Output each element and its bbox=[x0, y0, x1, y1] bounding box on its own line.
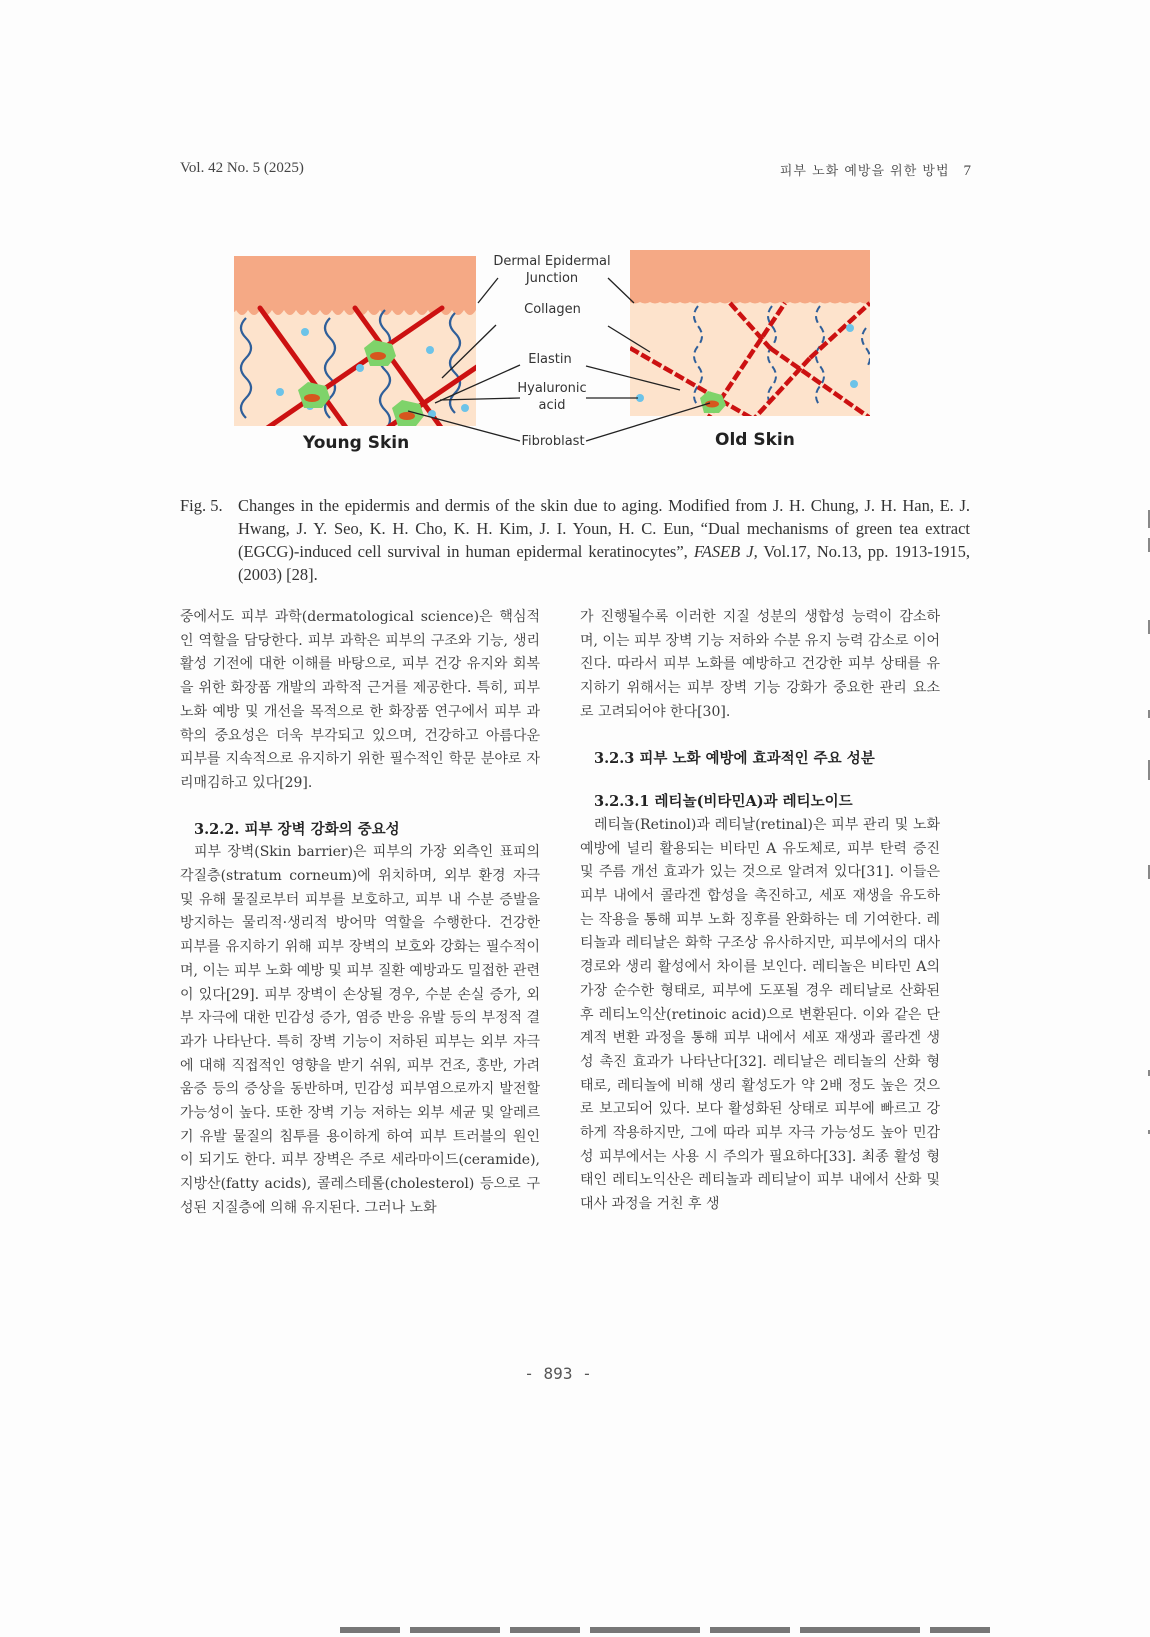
old-skin-title: Old Skin bbox=[715, 430, 795, 450]
old-skin-panel bbox=[630, 250, 870, 423]
right-para-2: 레티놀(Retinol)과 레티날(retinal)은 피부 관리 및 노화 예방에 널리 활용되는 비타민 A 유도체로, 피부 탄력 증진 및 주름 개선 효과가 있는 것으로 알려져 있다[31]. 이들은 피부 내에서 콜라겐 합성을 촉진하고, 세포 재생을 유도하는 작용을 통해 피부 노화 징후를 완화하는 데 기여한다. 레티놀과 레티날은 화학 구조상 유사하지만, 피부에서의 대사 경로와 생리 활성에서 차이를 보인다. 레티놀은 비타민 A의 가장 순수한 형태로, 피부에 도포될 경우 레티날로 산화된 후 레티노익산(retinoic acid)으로 변환된다. 이와 같은 단계적 변환 과정을 통해 피부 내에서 세포 재생과 콜라겐 생성 촉진 효과가 나타난다[32]. 레티날은 레티놀의 산화 형태로, 레티놀에 비해 생리 활성도가 약 2배 정도 높은 것으로 보고되어 있다. 보다 활성화된 상태로 피부에 빠르고 강하게 작용하지만, 그에 따라 피부 자극 가능성도 높아 민감성 피부에서는 사용 시 주의가 필요하다[33]. 최종 활성 형태인 레티노익산은 레티놀과 레티날이 피부 내에서 산화 및 대사 과정을 거친 후 생 bbox=[580, 816, 940, 1213]
issue-page-number: 7 bbox=[963, 163, 972, 179]
caption-text: Changes in the epidermis and dermis of the skin due to aging. Modified from J. H. Chung, J. H. Han, E. J. Hwang, J. Y. Seo, K. H. Cho, K. H. Kim, J. I. Youn, H. C. Eun, “Dual mechanisms of green tea extract (EGCG)-induced cell survival in human epidermal keratinocytes”, bbox=[238, 496, 970, 561]
page-number: - 893 - bbox=[524, 1364, 592, 1383]
young-skin-title: Young Skin bbox=[303, 433, 410, 453]
figure-caption bbox=[180, 494, 970, 586]
left-para-2: 피부 장벽(Skin barrier)은 피부의 가장 외측인 표피의 각질층(stratum corneum)에 위치하며, 외부 환경 자극 및 유해 물질로부터 피부를 보호하고, 피부 내 수분 증발을 방지하는 물리적·생리적 방어막 역할을 수행한다. 건강한 피부를 유지하기 위해 피부 장벽의 보호와 강화는 필수적이며, 이는 피부 노화 예방 및 피부 질환 예방과도 밀접한 관련이 있다[29]. 피부 장벽이 손상될 경우, 수분 손실 증가, 외부 자극에 대한 민감성 증가, 염증 반응 유발 등의 부정적 결과가 나타난다. 특히 장벽 기능이 저하된 피부는 외부 자극에 대해 직접적인 영향을 받기 쉬워, 피부 건조, 홍반, 가려움증 등의 증상을 동반하며, 민감성 피부염으로까지 발전할 가능성이 높다. 또한 장벽 기능 저하는 외부 세균 및 알레르기 유발 물질의 침투를 용이하게 하여 피부 트러블의 원인이 되기도 한다. 피부 장벽은 주로 세라마이드(ceramide), 지방산(fatty acids), 콜레스테롤(cholesterol) 등으로 구성된 지질층에 의해 유지된다. 그러나 노화 bbox=[180, 844, 541, 1216]
label-dej-line2: Junction bbox=[525, 271, 579, 286]
right-column bbox=[580, 606, 940, 1217]
label-dermal-epidermal-junction bbox=[492, 253, 612, 287]
journal-volume: Vol. 42 No. 5 (2025) bbox=[180, 160, 304, 176]
section-heading-3-2-2: 3.2.2. 피부 장벽 강화의 중요성 bbox=[194, 820, 400, 838]
left-para-1: 중에서도 피부 과학(dermatological science)은 핵심적인 역할을 담당한다. 피부 과학은 피부의 구조와 기능, 생리 활성 기전에 대한 이해를 바탕으로, 피부 건강 유지와 회복을 위한 화장품 개발의 과학적 근거를 제공한다. 특히, 피부 노화 예방 및 개선을 목적으로 한 화장품 연구에서 피부 과학의 중요성은 더욱 부각되고 있으며, 건강하고 아름다운 피부를 지속적으로 유지하기 위한 필수적인 학문 분야로 자리매김하고 있다[29]. bbox=[180, 609, 540, 791]
section-heading-3-2-3-1: 3.2.3.1 레티놀(비타민A)과 레티노이드 bbox=[594, 793, 853, 811]
right-para-1: 가 진행될수록 이러한 지질 성분의 생합성 능력이 감소하며, 이는 피부 장벽 기능 저하와 수분 유지 능력 감소로 이어진다. 따라서 피부 노화를 예방하고 건강한 피부 상태를 유지하기 위해서는 피부 장벽 기능 강화가 중요한 관리 요소로 고려되어야 한다[30]. bbox=[580, 609, 941, 720]
label-collagen: Collagen bbox=[524, 302, 581, 317]
caption-label: Fig. 5. bbox=[180, 496, 223, 515]
young-skin-panel bbox=[234, 256, 490, 433]
label-ha-line2: acid bbox=[538, 398, 566, 413]
label-elastin: Elastin bbox=[528, 352, 572, 367]
running-title-text: 피부 노화 예방을 위한 방법 bbox=[779, 164, 950, 179]
label-fibroblast: Fibroblast bbox=[521, 434, 585, 449]
caption-ref-tail: Vol.17, No.13, pp. 1913-1915, (2003) [28]. bbox=[238, 542, 970, 584]
figure-5-skin-aging-diagram bbox=[230, 248, 910, 473]
label-dej-line1: Dermal Epidermal bbox=[493, 254, 611, 269]
left-column bbox=[180, 606, 540, 1221]
label-ha-line1: Hyaluronic bbox=[517, 381, 587, 396]
next-page-bleed bbox=[340, 1618, 1080, 1626]
caption-body bbox=[238, 494, 970, 586]
label-hyaluronic-acid bbox=[512, 380, 592, 414]
caption-journal: FASEB J, bbox=[693, 542, 758, 561]
running-title bbox=[780, 160, 972, 180]
section-heading-3-2-3: 3.2.3 피부 노화 예방에 효과적인 주요 성분 bbox=[594, 749, 875, 767]
